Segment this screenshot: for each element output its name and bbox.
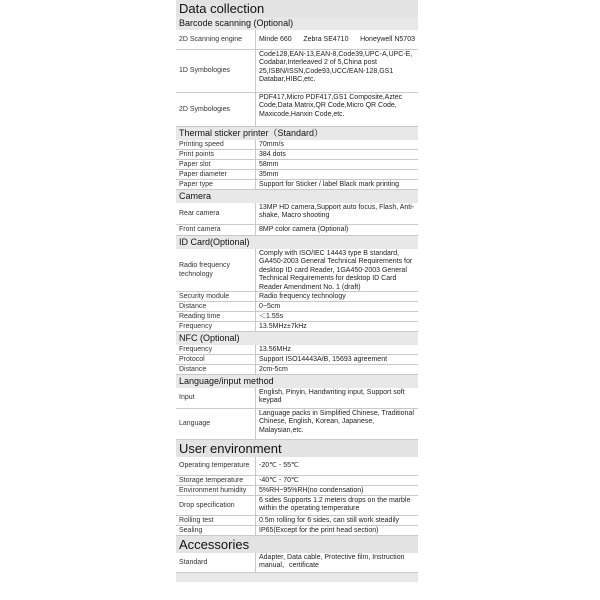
spec-row <box>176 496 418 516</box>
spec-row <box>176 345 418 355</box>
section-title-data-collection: Data collection <box>176 0 418 17</box>
spec-value: 8MP color camera (Optional) <box>259 226 349 234</box>
spec-row <box>176 292 418 302</box>
spec-value: -40℃ - 70℃ <box>259 476 299 484</box>
spec-value: 13MP HD camera,Support auto focus, Flash, Anti-shake, Macro shooting <box>259 204 415 220</box>
spec-row <box>176 516 418 526</box>
spec-label: Language <box>176 409 256 439</box>
spec-label: Radio frequency technology <box>176 249 256 291</box>
spec-row <box>176 365 418 375</box>
spec-row-1d <box>176 50 418 93</box>
subsection-nfc: NFC (Optional) <box>176 332 418 345</box>
spec-row-rf-tech <box>176 249 418 292</box>
spec-row <box>176 312 418 322</box>
subsection-language: Language/input method <box>176 375 418 388</box>
subsection-barcode: Barcode scanning (Optional) <box>176 17 418 30</box>
spec-value: -20℃ - 55℃ <box>259 462 299 470</box>
spec-label: Rolling test <box>176 516 256 525</box>
spec-label: Frequency <box>176 345 256 354</box>
spec-value: 5%RH~95%RH(no condensation) <box>259 486 364 494</box>
spec-value: 58mm <box>259 160 279 168</box>
spec-label: 2D Scanning engine <box>176 30 256 49</box>
spec-value: 35mm <box>259 170 279 178</box>
spec-value: ＜1.55s <box>259 312 284 320</box>
spec-row <box>176 140 418 150</box>
spec-label: Environment humidity <box>176 486 256 495</box>
spec-row <box>176 150 418 160</box>
spec-label: Input <box>176 388 256 408</box>
spec-value: Support ISO14443A/B, 15693 agreement <box>259 355 388 363</box>
spec-label: Sealing <box>176 526 256 535</box>
section-title-user-environment: User environment <box>176 440 418 457</box>
spec-label: Drop specification <box>176 496 256 515</box>
spec-label: Distance <box>176 365 256 374</box>
spec-value: 0~5cm <box>259 302 281 310</box>
engine-item: Minde 660 <box>259 35 292 43</box>
spec-row <box>176 486 418 496</box>
spec-label: Protocol <box>176 355 256 364</box>
spec-label: Front camera <box>176 225 256 235</box>
spec-row-front-camera <box>176 225 418 236</box>
spec-label: Standard <box>176 553 256 572</box>
spec-label: Paper type <box>176 180 256 189</box>
spec-value: 0.5m rolling for 6 sides, can still work steadily <box>259 516 400 524</box>
spec-value: 70mm/s <box>259 140 284 148</box>
spec-label: 1D Symbologies <box>176 50 256 92</box>
engine-item: Honeywell N5703 <box>360 35 415 43</box>
spec-row <box>176 180 418 190</box>
spec-value: IP65(Except for the print head section) <box>259 526 379 534</box>
spec-label: Print points <box>176 150 256 159</box>
footer-bar <box>176 573 418 582</box>
spec-row <box>176 355 418 365</box>
spec-row-input <box>176 388 418 409</box>
section-title-accessories: Accessories <box>176 536 418 553</box>
spec-value: Code128,EAN-13,EAN-8,Code39,UPC-A,UPC-E, Codabar,Interleaved 2 of 5,China post 25,ISBN/ISSN,Code93,UCC/EAN-128,GS1 Databar,HIBC,etc. <box>259 51 413 84</box>
spec-label: Storage temperature <box>176 476 256 485</box>
spec-value: 2cm-5cm <box>259 365 288 373</box>
spec-row-2d <box>176 93 418 127</box>
spec-label: Distance <box>176 302 256 311</box>
scan-engine-list <box>259 36 415 44</box>
spec-row <box>176 160 418 170</box>
spec-label: Paper diameter <box>176 170 256 179</box>
spec-value: Support for Sticker / label Black mark printing <box>259 180 400 188</box>
engine-item: Zebra SE4710 <box>303 35 349 43</box>
spec-label: Operating temperature <box>176 457 256 475</box>
spec-row <box>176 322 418 332</box>
spec-row-rear-camera <box>176 203 418 225</box>
spec-row <box>176 170 418 180</box>
spec-label: Printing speed <box>176 140 256 149</box>
spec-value: Comply with ISO/IEC 14443 type B standard, GA450-2003 General Technical Requirements for desktop ID card Reader, 1GA450-2003 General Technical Requirements for desktop ID Card Reader Amendment No. 1 (draft) <box>259 250 413 291</box>
spec-label: Frequency <box>176 322 256 331</box>
spec-sheet <box>176 0 418 582</box>
spec-value: Adapter, Data cable, Protective film, Instruction manual、certificate <box>259 554 405 570</box>
spec-row-scan-engine <box>176 30 418 50</box>
subsection-idcard: ID Card(Optional) <box>176 236 418 249</box>
spec-value: Language packs in Simplified Chinese, Traditional Chinese, English, Korean, Japanese, Malaysian,etc. <box>259 410 414 434</box>
spec-row <box>176 302 418 312</box>
spec-value: 6 sides Supports 1.2 meters drops on the marble within the operating temperature <box>259 497 411 513</box>
spec-row <box>176 526 418 536</box>
spec-value: English, Pinyin, Handwriting input, Support soft keypad <box>259 389 405 405</box>
spec-label: 2D Symbologies <box>176 93 256 126</box>
spec-label: Rear camera <box>176 203 256 224</box>
spec-value: 13.5MHz±7kHz <box>259 322 307 330</box>
spec-row <box>176 476 418 486</box>
spec-label: Reading time <box>176 312 256 321</box>
subsection-camera: Camera <box>176 190 418 203</box>
spec-label: Paper slot <box>176 160 256 169</box>
spec-value: 384 dots <box>259 150 286 158</box>
spec-value: Radio frequency technology <box>259 292 346 300</box>
spec-row-language <box>176 409 418 440</box>
spec-label: Security module <box>176 292 256 301</box>
spec-value: 13.56MHz <box>259 345 291 353</box>
spec-row-standard <box>176 553 418 573</box>
spec-value: PDF417,Micro PDF417,GS1 Composite,Aztec Code,Data Matrix,QR Code,Micro QR Code, Maxicode,Hanxin Code,etc. <box>259 94 403 118</box>
spec-row <box>176 457 418 476</box>
subsection-printer: Thermal sticker printer（Standard） <box>176 127 418 140</box>
